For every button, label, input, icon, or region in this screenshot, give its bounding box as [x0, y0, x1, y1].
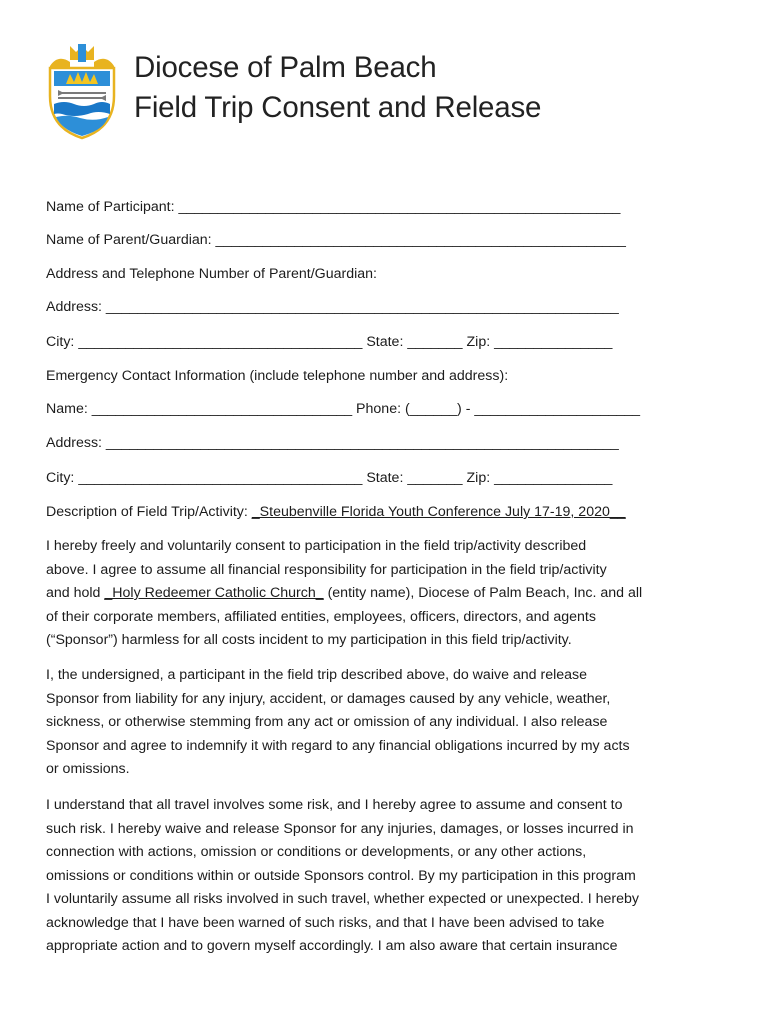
organization-name: Diocese of Palm Beach	[134, 51, 437, 84]
paragraph-text: (entity name), Diocese of Palm Beach, Inc. and all	[323, 585, 643, 601]
paragraph-text: and hold	[46, 585, 105, 601]
paragraph-line: Sponsor from liability for any injury, accident, or damages caused by any vehicle, weather,	[46, 690, 611, 707]
paragraph-line: I voluntarily assume all risks involved in such travel, whether expected or unexpected. I hereby	[46, 891, 640, 907]
liability-waiver-paragraph	[46, 664, 736, 782]
emergency-name-phone-field[interactable]: Name: _________________________________ Phone: (______) - _____________________	[46, 401, 641, 417]
consent-paragraph	[46, 535, 736, 653]
paragraph-line: omissions or conditions within or outside Sponsors control. By my participation in this program	[46, 867, 636, 884]
paragraph-line: I hereby freely and voluntarily consent to participation in the field trip/activity described	[46, 538, 587, 554]
trip-description-label: Description of Field Trip/Activity:	[46, 504, 252, 520]
participant-name-field[interactable]: Name of Participant: ________________________________________________________	[46, 199, 621, 215]
parent-city-state-zip-field[interactable]: City: ____________________________________ State: _______ Zip: _______________	[46, 334, 613, 350]
parent-address-heading: Address and Telephone Number of Parent/Guardian:	[46, 266, 377, 282]
emergency-city-state-zip-field[interactable]: City: ____________________________________ State: _______ Zip: _______________	[46, 470, 613, 486]
parent-address-field[interactable]: Address: _________________________________________________________________	[46, 299, 619, 315]
trip-description-field[interactable]	[46, 502, 726, 522]
paragraph-line: (“Sponsor”) harmless for all costs incident to my participation in this field trip/activity.	[46, 632, 572, 648]
paragraph-line: appropriate action and to govern myself accordingly. I am also aware that certain insurance	[46, 938, 618, 954]
paragraph-line: above. I agree to assume all financial responsibility for participation in the field trip/activity	[46, 561, 607, 578]
diocese-coat-of-arms-logo	[44, 44, 120, 140]
emergency-address-field[interactable]: Address: _________________________________________________________________	[46, 435, 619, 451]
emergency-contact-heading: Emergency Contact Information (include telephone number and address):	[46, 368, 509, 384]
form-header	[134, 48, 541, 128]
travel-risk-paragraph	[46, 794, 736, 959]
paragraph-line: I understand that all travel involves some risk, and I hereby agree to assume and consent to	[46, 797, 623, 813]
trip-description-value[interactable]: _Steubenville Florida Youth Conference July 17-19, 2020__	[251, 504, 626, 520]
paragraph-line: I, the undersigned, a participant in the field trip described above, do waive and release	[46, 667, 588, 683]
paragraph-line: of their corporate members, affiliated entities, employees, officers, directors, and agents	[46, 608, 596, 625]
parent-guardian-name-field[interactable]: Name of Parent/Guardian: ____________________________________________________	[46, 232, 626, 248]
paragraph-line: connection with actions, omission or conditions or developments, or any other actions,	[46, 844, 587, 860]
paragraph-line: such risk. I hereby waive and release Sponsor for any injuries, damages, or losses incurred in	[46, 820, 634, 837]
paragraph-line: or omissions.	[46, 761, 130, 777]
paragraph-line: Sponsor and agree to indemnify it with regard to any financial obligations incurred by my acts	[46, 737, 630, 754]
entity-name-value[interactable]: _Holy Redeemer Catholic Church_	[104, 585, 324, 601]
form-title: Field Trip Consent and Release	[134, 91, 542, 124]
paragraph-line: acknowledge that I have been warned of such risks, and that I have been advised to take	[46, 914, 605, 931]
paragraph-line	[46, 582, 736, 606]
paragraph-line: sickness, or otherwise stemming from any act or omission of any individual. I also release	[46, 714, 608, 730]
